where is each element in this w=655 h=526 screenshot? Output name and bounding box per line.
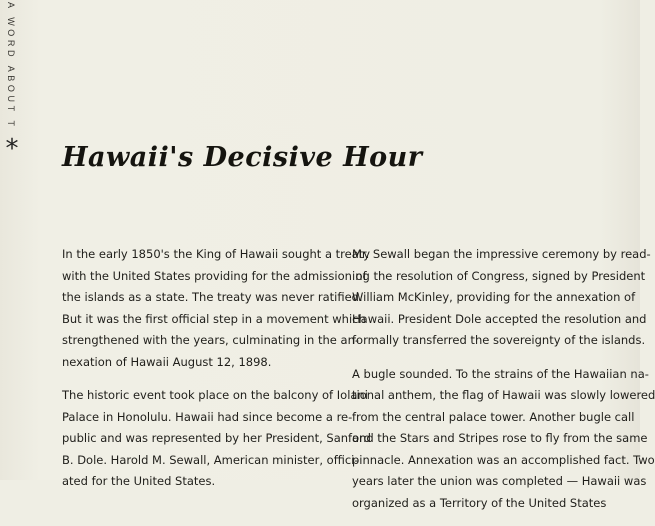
text-line: organized as a Territory of the United States (352, 495, 607, 510)
text-line: pinnacle. Annexation was an accomplished fact. Two (352, 452, 655, 467)
text-line: ated for the United States. (62, 474, 216, 488)
text-line: Mr. Sewall began the impressive ceremony by read- (352, 247, 651, 261)
paragraph (352, 364, 655, 515)
text-line: strengthened with the years, culminating in the an- (62, 333, 360, 347)
text-line: ing the resolution of Congress, signed by President (352, 268, 646, 283)
text-line: and the Stars and Stripes rose to fly from the same (352, 431, 648, 445)
paragraph (62, 385, 371, 493)
text-line: the islands as a state. The treaty was never ratified. (62, 290, 363, 304)
asterisk-ornament-icon: * (5, 134, 19, 164)
left-column (62, 244, 371, 505)
article-title: Hawaii's Decisive Hour (62, 142, 423, 173)
text-line: years later the union was completed — Hawaii was (352, 474, 647, 488)
text-line: nexation of Hawaii August 12, 1898. (62, 354, 272, 369)
text-line: tional anthem, the flag of Hawaii was slowly lowered (352, 388, 655, 402)
text-line: A bugle sounded. To the strains of the Hawaiian na- (352, 366, 649, 381)
text-line: Palace in Honolulu. Hawaii had since become a re- (62, 409, 353, 424)
side-running-head-text: A WORD ABOUT T (6, 2, 16, 130)
paragraph (62, 244, 371, 373)
text-line: The historic event took place on the balcony of Iolani (62, 388, 368, 402)
text-line: Hawaii. President Dole accepted the resolution and (352, 311, 647, 326)
text-line: from the central palace tower. Another bugle call (352, 409, 635, 424)
text-line: William McKinley, providing for the annexation of (352, 290, 636, 304)
text-line: In the early 1850's the King of Hawaii sought a treaty (62, 247, 371, 261)
text-line: B. Dole. Harold M. Sewall, American minister, offici- (62, 452, 359, 467)
side-running-head (0, 0, 22, 140)
text-line: with the United States providing for the admission of (62, 268, 367, 283)
text-line: public and was represented by her President, Sanford (62, 431, 371, 445)
text-line: But it was the first official step in a movement which (62, 311, 366, 326)
paragraph (352, 244, 651, 352)
text-line: formally transferred the sovereignty of the islands. (352, 333, 646, 347)
right-column (352, 244, 655, 526)
